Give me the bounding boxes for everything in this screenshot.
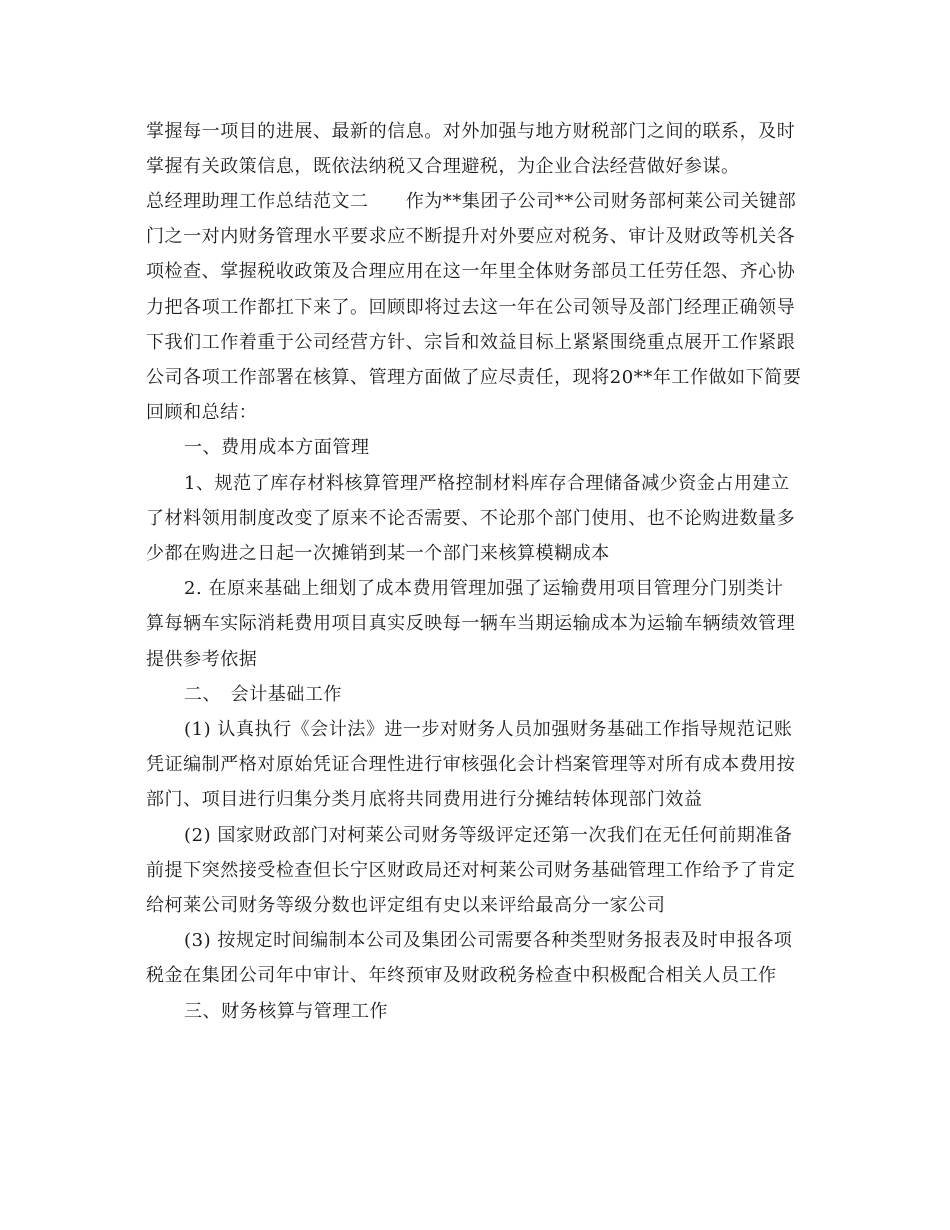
text-line: 了材料领用制度改变了原来不论否需要、不论那个部门使用、也不论购进数量多 <box>146 508 796 529</box>
text-line: 总经理助理工作总结范文二 作为**集团子公司**公司财务部柯莱公司关键部 <box>146 191 797 212</box>
text-line: 税金在集团公司年中审计、年终预审及财政税务检查中积极配合相关人员工作 <box>146 965 777 986</box>
text-line: 1、规范了库存材料核算管理严格控制材料库存合理储备减少资金占用建立 <box>184 473 790 494</box>
text-line: 少都在购进之日起一次摊销到某一个部门来核算模糊成本 <box>146 543 610 564</box>
text-line: 算每辆车实际消耗费用项目真实反映每一辆车当期运输成本为运输车辆绩效管理 <box>146 613 796 634</box>
text-line: 力把各项工作都扛下来了。回顾即将过去这一年在公司领导及部门经理正确领导 <box>146 297 796 318</box>
text-line: 掌握每一项目的进展、最新的信息。对外加强与地方财税部门之间的联系，及时 <box>146 121 796 142</box>
text-line: 下我们工作着重于公司经营方针、宗旨和效益目标上紧紧围绕重点展开工作紧跟 <box>146 332 796 353</box>
text-line: (3) 按规定时间编制本公司及集团公司需要各种类型财务报表及时申报各项 <box>184 930 793 951</box>
text-line: 项检查、掌握税收政策及合理应用在这一年里全体财务部员工任劳任怨、齐心协 <box>146 261 796 282</box>
text-line: 给柯莱公司财务等级分数也评定组有史以来评给最高分一家公司 <box>146 895 666 916</box>
text-line: (1) 认真执行《会计法》进一步对财务人员加强财务基础工作指导规范记账 <box>184 719 793 740</box>
text-line: (2) 国家财政部门对柯莱公司财务等级评定还第一次我们在无任何前期准备 <box>184 825 793 846</box>
section-heading: 三、财务核算与管理工作 <box>184 1001 389 1022</box>
text-line: 门之一对内财务管理水平要求应不断提升对外要应对税务、审计及财政等机关各 <box>146 226 796 247</box>
text-line: 前提下突然接受检查但长宁区财政局还对柯莱公司财务基础管理工作给予了肯定 <box>146 860 796 881</box>
section-heading: 二、 会计基础工作 <box>184 684 342 705</box>
text-line: 公司各项工作部署在核算、管理方面做了应尽责任，现将20**年工作做如下简要 <box>146 367 802 388</box>
text-line: 部门、项目进行归集分类月底将共同费用进行分摊结转体现部门效益 <box>146 789 703 810</box>
text-line: 2. 在原来基础上细划了成本费用管理加强了运输费用项目管理分门别类计 <box>184 578 784 599</box>
text-line: 凭证编制严格对原始凭证合理性进行审核强化会计档案管理等对所有成本费用按 <box>146 754 796 775</box>
section-heading: 一、费用成本方面管理 <box>184 437 370 458</box>
text-line: 提供参考依据 <box>146 649 258 670</box>
text-line: 掌握有关政策信息，既依法纳税又合理避税，为企业合法经营做好参谋。 <box>146 156 740 177</box>
text-line: 回顾和总结： <box>146 402 258 423</box>
